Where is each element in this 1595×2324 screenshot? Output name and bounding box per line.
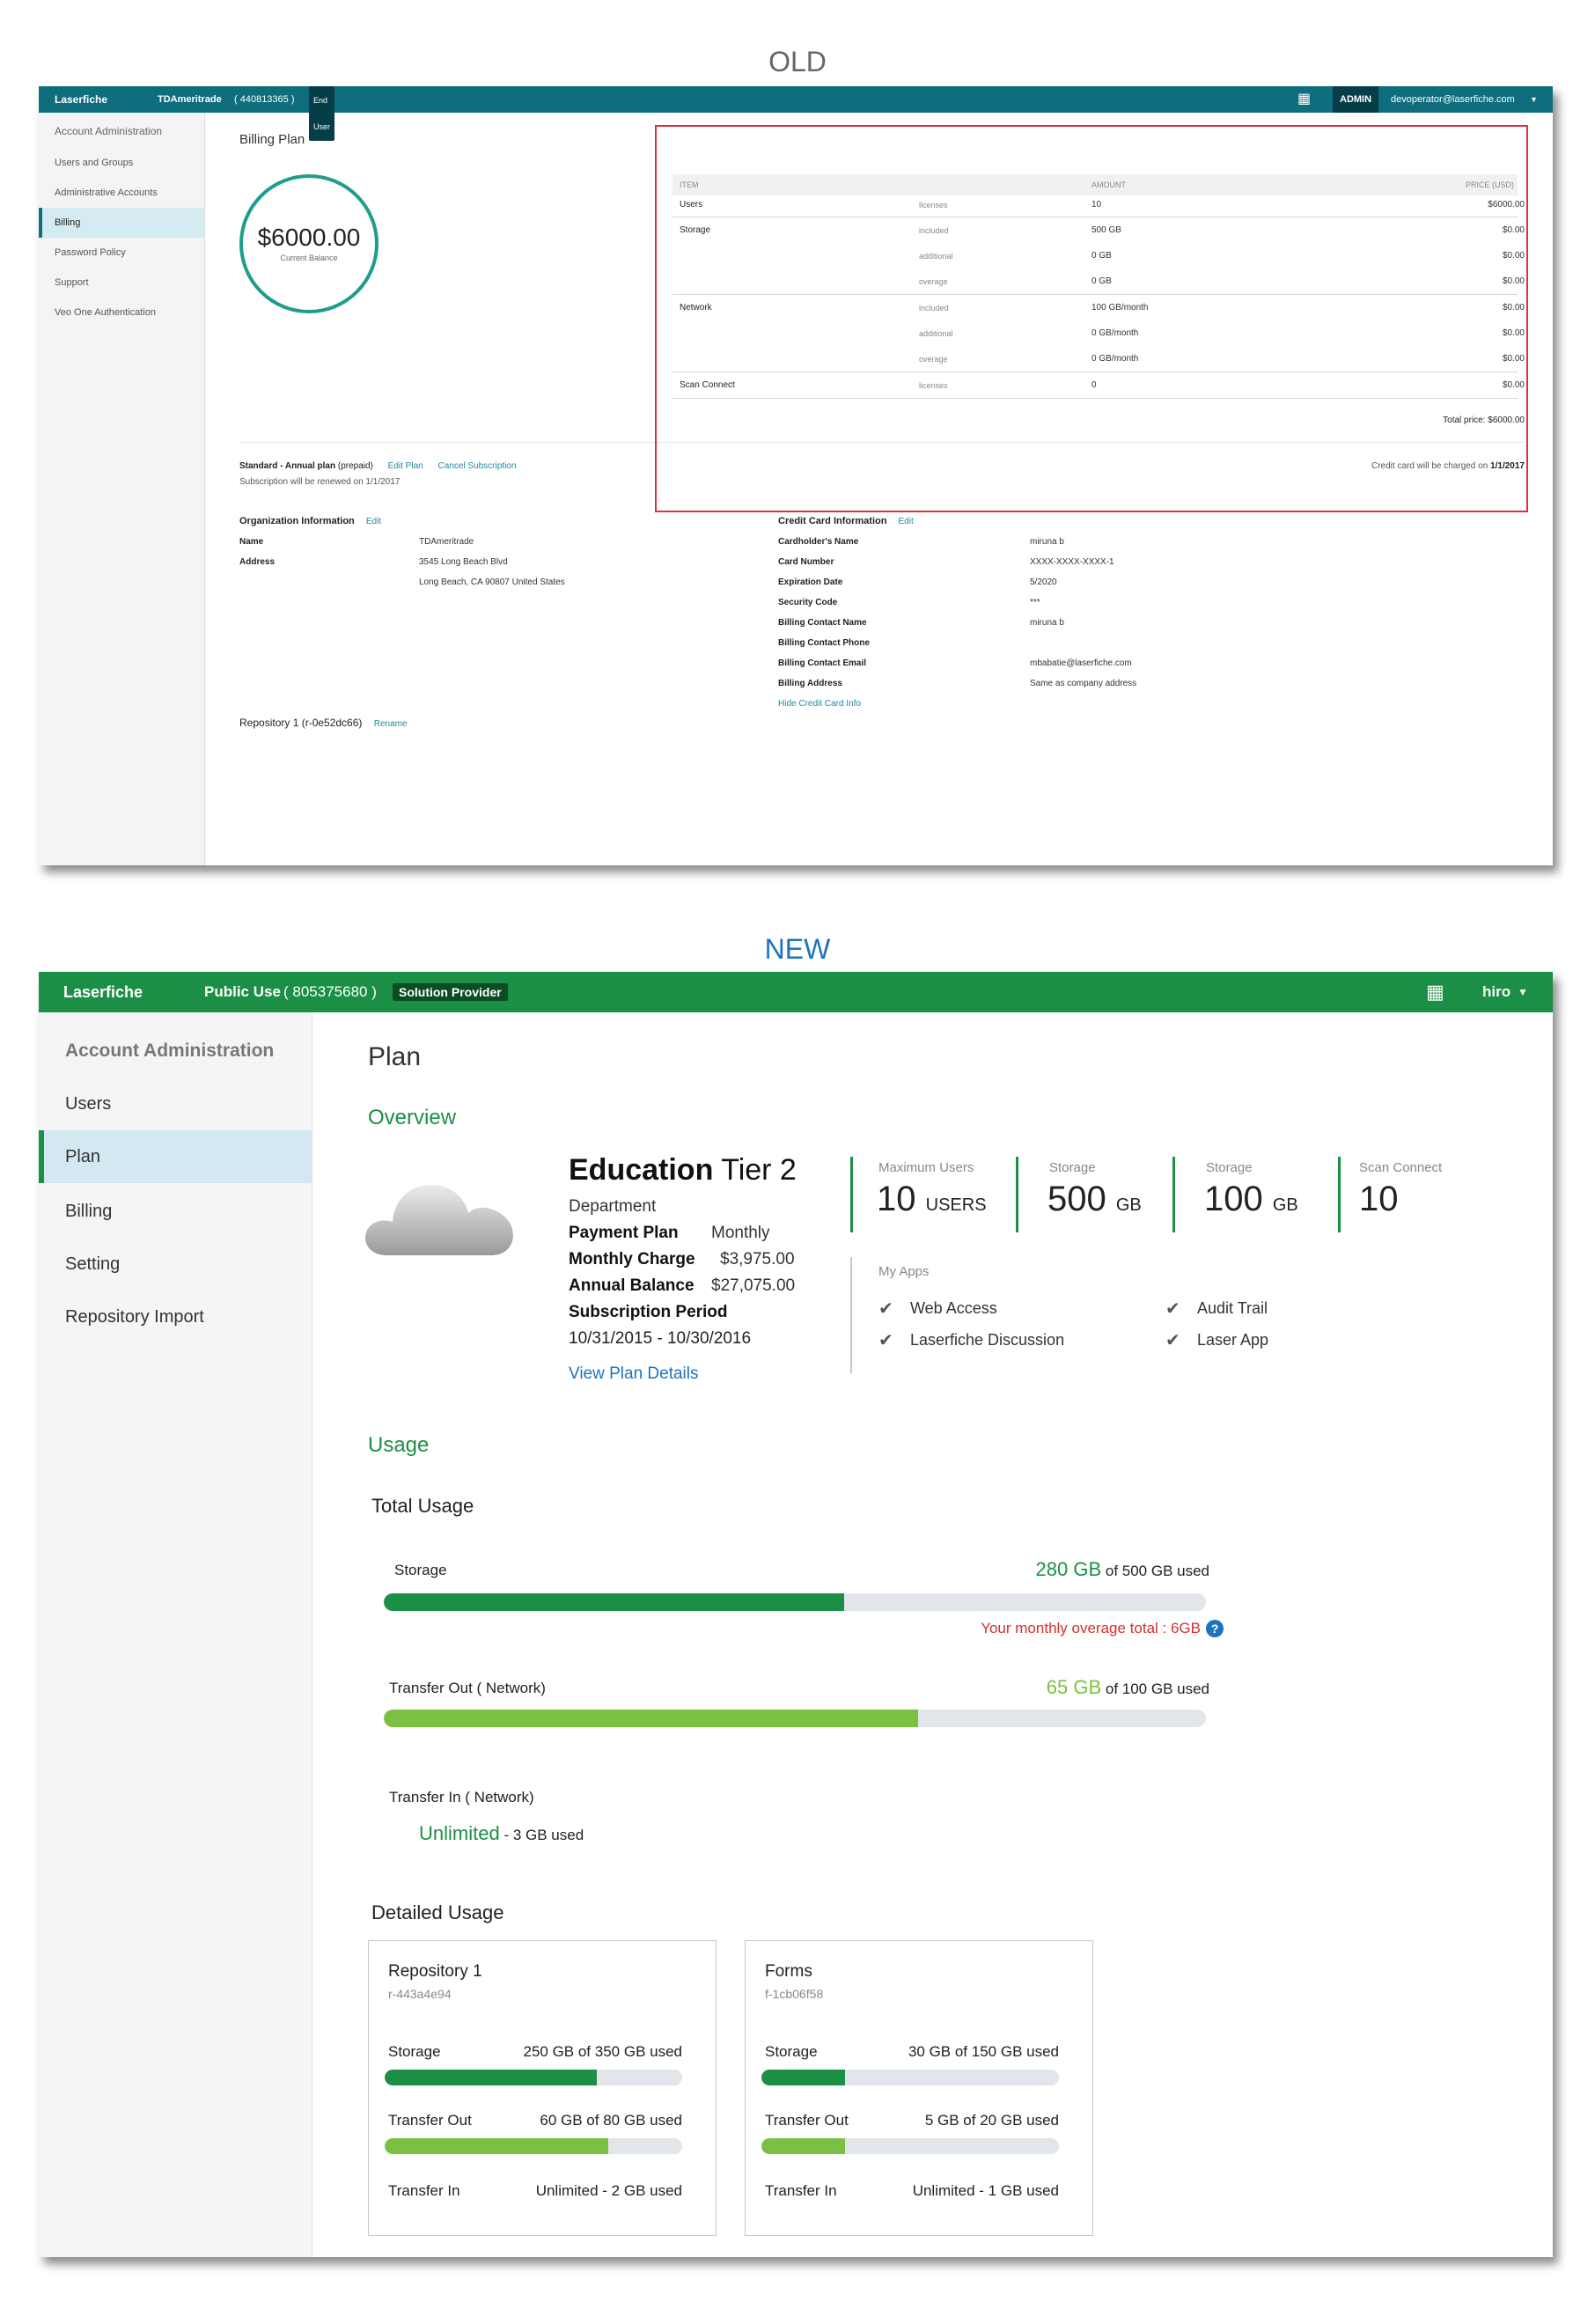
help-icon[interactable]: ? [1206, 1620, 1224, 1637]
edit-card-link[interactable]: Edit [898, 517, 914, 526]
old-card-field-value: 5/2020 [1030, 577, 1057, 587]
old-admin-label[interactable]: ADMIN [1333, 86, 1378, 113]
storage-used-value: 280 GB [1035, 1558, 1102, 1580]
old-card-field-label: Billing Address [778, 679, 842, 688]
storage-usage-label: Storage [394, 1562, 447, 1578]
plan-name-line [569, 1153, 797, 1188]
card-storage-value: 30 GB of 150 GB used [908, 2043, 1059, 2060]
old-th-item: ITEM [680, 180, 699, 189]
cancel-subscription-link[interactable]: Cancel Subscription [437, 461, 517, 471]
old-sidebar-item-support[interactable]: Support [55, 277, 89, 288]
stat-label-storage: Storage [1049, 1160, 1096, 1175]
stat-label-storage-network: Storage [1206, 1160, 1253, 1175]
card-title: Repository 1 [388, 1962, 482, 1981]
check-icon: ✔ [1165, 1331, 1180, 1350]
card-out-label: Transfer Out [765, 2112, 849, 2129]
old-plan-line [239, 461, 516, 471]
old-table-header [673, 174, 1518, 195]
old-cell-type: included [919, 304, 949, 313]
card-id: r-443a4e94 [388, 1987, 452, 2001]
edit-plan-link[interactable]: Edit Plan [387, 461, 423, 471]
card-out-bar [761, 2138, 1059, 2154]
old-account-name: TDAmeritrade [158, 94, 222, 105]
stat-value: 100 [1204, 1180, 1263, 1218]
card-in-value: Unlimited - 1 GB used [912, 2182, 1059, 2199]
payment-plan-label: Payment Plan [569, 1224, 679, 1242]
card-in-label: Transfer In [765, 2182, 837, 2199]
old-cell-price: $0.00 [1502, 328, 1525, 338]
transfer-in-label: Transfer In ( Network) [389, 1789, 534, 1806]
grid-icon[interactable]: ▦ [1426, 981, 1444, 1003]
overview-heading: Overview [368, 1106, 457, 1129]
old-role-badge: End User [309, 86, 334, 141]
old-cell-item: Storage [680, 225, 711, 235]
grid-icon[interactable]: ▦ [1297, 92, 1312, 107]
check-icon: ✔ [878, 1299, 893, 1319]
new-top-bar [39, 972, 1553, 1012]
plan-department: Department [569, 1197, 657, 1216]
card-in-label: Transfer In [388, 2182, 460, 2199]
usage-card-repository[interactable] [368, 1940, 717, 2236]
old-cell-amount: 500 GB [1092, 225, 1121, 235]
old-row-divider [673, 398, 1518, 399]
card-out-value: 60 GB of 80 GB used [540, 2112, 682, 2129]
monthly-charge-value: $3,975.00 [720, 1250, 795, 1269]
payment-plan-value: Monthly [711, 1224, 770, 1242]
old-th-price: PRICE (USD) [1465, 180, 1514, 189]
stat-scan-connect [1359, 1180, 1399, 1219]
old-card-field-label: Card Number [778, 557, 834, 567]
old-card-title-line [778, 516, 914, 526]
stat-storage [1047, 1180, 1142, 1219]
old-org-name: TDAmeritrade [419, 537, 474, 547]
app-web-access: Web Access [910, 1299, 997, 1317]
old-total-price: Total price: $6000.00 [1443, 416, 1525, 425]
card-storage-value: 250 GB of 350 GB used [523, 2043, 682, 2060]
old-cell-amount: 0 GB [1092, 251, 1112, 261]
old-card-field-value: miruna b [1030, 618, 1064, 628]
transfer-out-label: Transfer Out ( Network) [389, 1680, 546, 1696]
my-apps-title: My Apps [878, 1264, 930, 1279]
transfer-out-progress-fill [384, 1710, 918, 1727]
transfer-out-used-suffix: of 100 GB used [1105, 1680, 1209, 1697]
rename-repo-link[interactable]: Rename [373, 719, 408, 729]
old-charge-date: 1/1/2017 [1490, 461, 1525, 471]
edit-org-link[interactable]: Edit [365, 517, 382, 526]
new-section-label: NEW [764, 933, 831, 965]
old-cell-type: additional [919, 329, 953, 338]
old-cell-type: overage [919, 277, 948, 286]
sidebar-item-billing[interactable]: Billing [65, 1202, 113, 1221]
old-card-field-value: mbabatie@laserfiche.com [1030, 658, 1132, 668]
storage-progress-bar [384, 1593, 1206, 1611]
subscription-period-value: 10/31/2015 - 10/30/2016 [569, 1329, 752, 1348]
old-plan-name: Standard - Annual plan [239, 461, 336, 471]
stat-storage-network [1204, 1180, 1298, 1219]
storage-usage-text [1036, 1558, 1209, 1581]
sidebar-item-setting[interactable]: Setting [65, 1254, 121, 1274]
old-card-field-label: Cardholder's Name [778, 537, 859, 547]
old-repo-line [239, 717, 408, 729]
card-storage-fill [761, 2070, 845, 2085]
total-usage-heading: Total Usage [371, 1495, 474, 1517]
old-cell-amount: 100 GB/month [1092, 303, 1149, 313]
transfer-in-text [419, 1822, 584, 1845]
old-cell-price: $0.00 [1502, 251, 1525, 261]
old-cell-type: additional [919, 252, 953, 261]
card-id: f-1cb06f58 [765, 1987, 824, 2001]
stat-divider [1338, 1157, 1341, 1232]
transfer-out-used-value: 65 GB [1046, 1676, 1102, 1698]
new-sidebar-heading: Account Administration [65, 1041, 275, 1061]
card-out-fill [385, 2138, 608, 2154]
old-brand-logo[interactable]: Laserfiche [55, 93, 108, 106]
new-account-id: ( 805375680 ) [283, 983, 377, 1000]
old-cell-type: overage [919, 355, 948, 364]
old-org-address-label: Address [239, 557, 276, 567]
old-sidebar-item-billing[interactable]: Billing [39, 208, 204, 238]
subscription-period-label: Subscription Period [569, 1303, 728, 1321]
plan-name: Education [569, 1153, 714, 1187]
old-org-title-line [239, 516, 381, 526]
old-cell-amount: 0 GB/month [1092, 354, 1139, 364]
old-card-field-label: Billing Contact Phone [778, 638, 870, 648]
storage-progress-fill [384, 1593, 844, 1611]
old-card-field-value: *** [1030, 598, 1040, 607]
old-sidebar-item-admin-accounts[interactable]: Administrative Accounts [55, 188, 158, 198]
old-row-divider [673, 294, 1518, 295]
transfer-out-progress-bar [384, 1710, 1206, 1727]
annual-balance-label: Annual Balance [569, 1276, 695, 1295]
old-org-address1: 3545 Long Beach Blvd [419, 557, 508, 567]
transfer-in-used-suffix: - 3 GB used [503, 1827, 584, 1843]
new-brand-logo[interactable]: Laserfiche [63, 983, 143, 1001]
apps-divider [850, 1257, 852, 1373]
annual-balance-value: $27,075.00 [711, 1276, 796, 1295]
old-cell-amount: 10 [1092, 200, 1102, 210]
old-plan-note: (prepaid) [337, 461, 373, 471]
old-card-field-label: Expiration Date [778, 577, 843, 587]
old-card-field-label: Billing Contact Email [778, 658, 867, 668]
stat-value: 10 [1359, 1180, 1399, 1218]
transfer-in-used-value: Unlimited [419, 1822, 500, 1844]
transfer-out-text [1047, 1676, 1209, 1699]
stat-divider [1016, 1157, 1018, 1232]
chevron-down-icon[interactable]: ▼ [1518, 986, 1528, 998]
old-cell-price: $0.00 [1502, 354, 1525, 364]
app-laserfiche-discussion: Laserfiche Discussion [910, 1331, 1065, 1349]
old-org-title: Organization Information [239, 516, 355, 526]
old-renew-note: Subscription will be renewed on 1/1/2017 [239, 477, 401, 487]
old-card-field-value: Same as company address [1030, 679, 1137, 688]
app-audit-trail: Audit Trail [1197, 1299, 1268, 1317]
old-cell-item: Network [680, 303, 712, 313]
check-icon: ✔ [878, 1331, 893, 1350]
stat-label-max-users: Maximum Users [878, 1160, 974, 1175]
cloud-icon [361, 1164, 519, 1262]
old-balance-amount: $6000.00 [257, 224, 361, 251]
new-sidebar [39, 1012, 312, 2257]
old-repo-name: Repository 1 (r-0e52dc66) [239, 717, 363, 729]
plan-tier: Tier 2 [721, 1153, 797, 1187]
usage-heading: Usage [368, 1433, 430, 1457]
chevron-down-icon[interactable]: ▼ [1530, 95, 1538, 104]
old-card-field-value: XXXX-XXXX-XXXX-1 [1030, 557, 1114, 567]
check-icon: ✔ [1165, 1299, 1180, 1319]
stat-divider [1172, 1157, 1175, 1232]
card-storage-bar [385, 2070, 682, 2085]
card-storage-fill [385, 2070, 597, 2085]
detailed-usage-heading: Detailed Usage [371, 1901, 504, 1923]
old-cell-price: $0.00 [1502, 276, 1525, 286]
card-title: Forms [765, 1962, 812, 1981]
new-account-name: Public Use [204, 983, 281, 1000]
old-cell-amount: 0 GB/month [1092, 328, 1139, 338]
app-laser-app: Laser App [1197, 1331, 1269, 1349]
old-sidebar-item-veo-auth[interactable]: Veo One Authentication [55, 307, 156, 318]
old-org-name-label: Name [239, 537, 264, 547]
old-card-title: Credit Card Information [778, 516, 887, 526]
sidebar-item-repository-import[interactable]: Repository Import [65, 1307, 204, 1327]
sidebar-item-plan[interactable]: Plan [39, 1130, 312, 1183]
old-cell-type: licenses [919, 381, 948, 390]
old-billing-title: Billing Plan [239, 132, 305, 147]
sidebar-item-users[interactable]: Users [65, 1094, 112, 1114]
old-user-menu[interactable]: devoperator@laserfiche.com [1391, 94, 1515, 105]
stat-label-scan-connect: Scan Connect [1359, 1160, 1443, 1175]
old-cell-type: included [919, 226, 949, 235]
card-out-label: Transfer Out [388, 2112, 472, 2129]
stat-value: 500 [1047, 1180, 1106, 1218]
old-charge-line [1371, 461, 1525, 471]
stat-unit: GB [1115, 1195, 1142, 1215]
old-cell-price: $0.00 [1502, 225, 1525, 235]
old-row-divider [673, 371, 1518, 372]
old-sidebar-item-users-groups[interactable]: Users and Groups [55, 158, 134, 168]
card-in-value: Unlimited - 2 GB used [535, 2182, 682, 2199]
view-plan-details-link[interactable]: View Plan Details [569, 1364, 699, 1383]
card-storage-label: Storage [765, 2043, 818, 2060]
new-user-menu[interactable]: hiro [1482, 983, 1511, 1000]
new-window [39, 972, 1553, 2257]
stat-divider [850, 1157, 853, 1232]
card-out-bar [385, 2138, 682, 2154]
old-cell-amount: 0 GB [1092, 276, 1112, 286]
card-storage-bar [761, 2070, 1059, 2085]
storage-used-suffix: of 500 GB used [1105, 1563, 1209, 1579]
old-sidebar-item-password-policy[interactable]: Password Policy [55, 247, 126, 258]
old-cell-price: $0.00 [1502, 303, 1525, 313]
card-out-fill [761, 2138, 845, 2154]
old-sidebar-heading: Account Administration [55, 125, 163, 137]
old-cell-price: $0.00 [1502, 380, 1525, 390]
card-out-value: 5 GB of 20 GB used [924, 2112, 1059, 2129]
usage-card-forms[interactable] [745, 1940, 1093, 2236]
old-card-field-label: Billing Contact Name [778, 618, 867, 628]
new-role-badge: Solution Provider [393, 983, 508, 1001]
old-account-id: ( 440813365 ) [234, 94, 295, 105]
old-sidebar [39, 113, 205, 865]
stat-unit: GB [1272, 1195, 1298, 1215]
old-cell-type: licenses [919, 201, 948, 210]
old-org-address2: Long Beach, CA 90807 United States [419, 577, 565, 587]
old-section-label: OLD [768, 46, 827, 77]
page-title: Plan [368, 1042, 422, 1071]
old-window [39, 86, 1553, 865]
monthly-charge-label: Monthly Charge [569, 1250, 695, 1269]
stat-value: 10 [877, 1180, 916, 1218]
old-cell-item: Users [680, 200, 703, 210]
old-charge-note: Credit card will be charged on [1371, 461, 1488, 471]
hide-card-info-link[interactable]: Hide Credit Card Info [778, 699, 861, 709]
stat-max-users [877, 1180, 987, 1219]
old-card-field-label: Security Code [778, 598, 838, 607]
old-balance-circle [239, 174, 379, 313]
stat-unit: USERS [925, 1195, 987, 1215]
old-balance-label: Current Balance [280, 254, 338, 262]
old-th-amount: AMOUNT [1092, 180, 1126, 189]
card-storage-label: Storage [388, 2043, 441, 2060]
old-card-field-value: miruna b [1030, 537, 1064, 547]
old-cell-price: $6000.00 [1488, 200, 1525, 210]
old-cell-item: Scan Connect [680, 380, 735, 390]
overage-warning: Your monthly overage total : 6GB [981, 1620, 1201, 1636]
old-cell-amount: 0 [1092, 380, 1097, 390]
